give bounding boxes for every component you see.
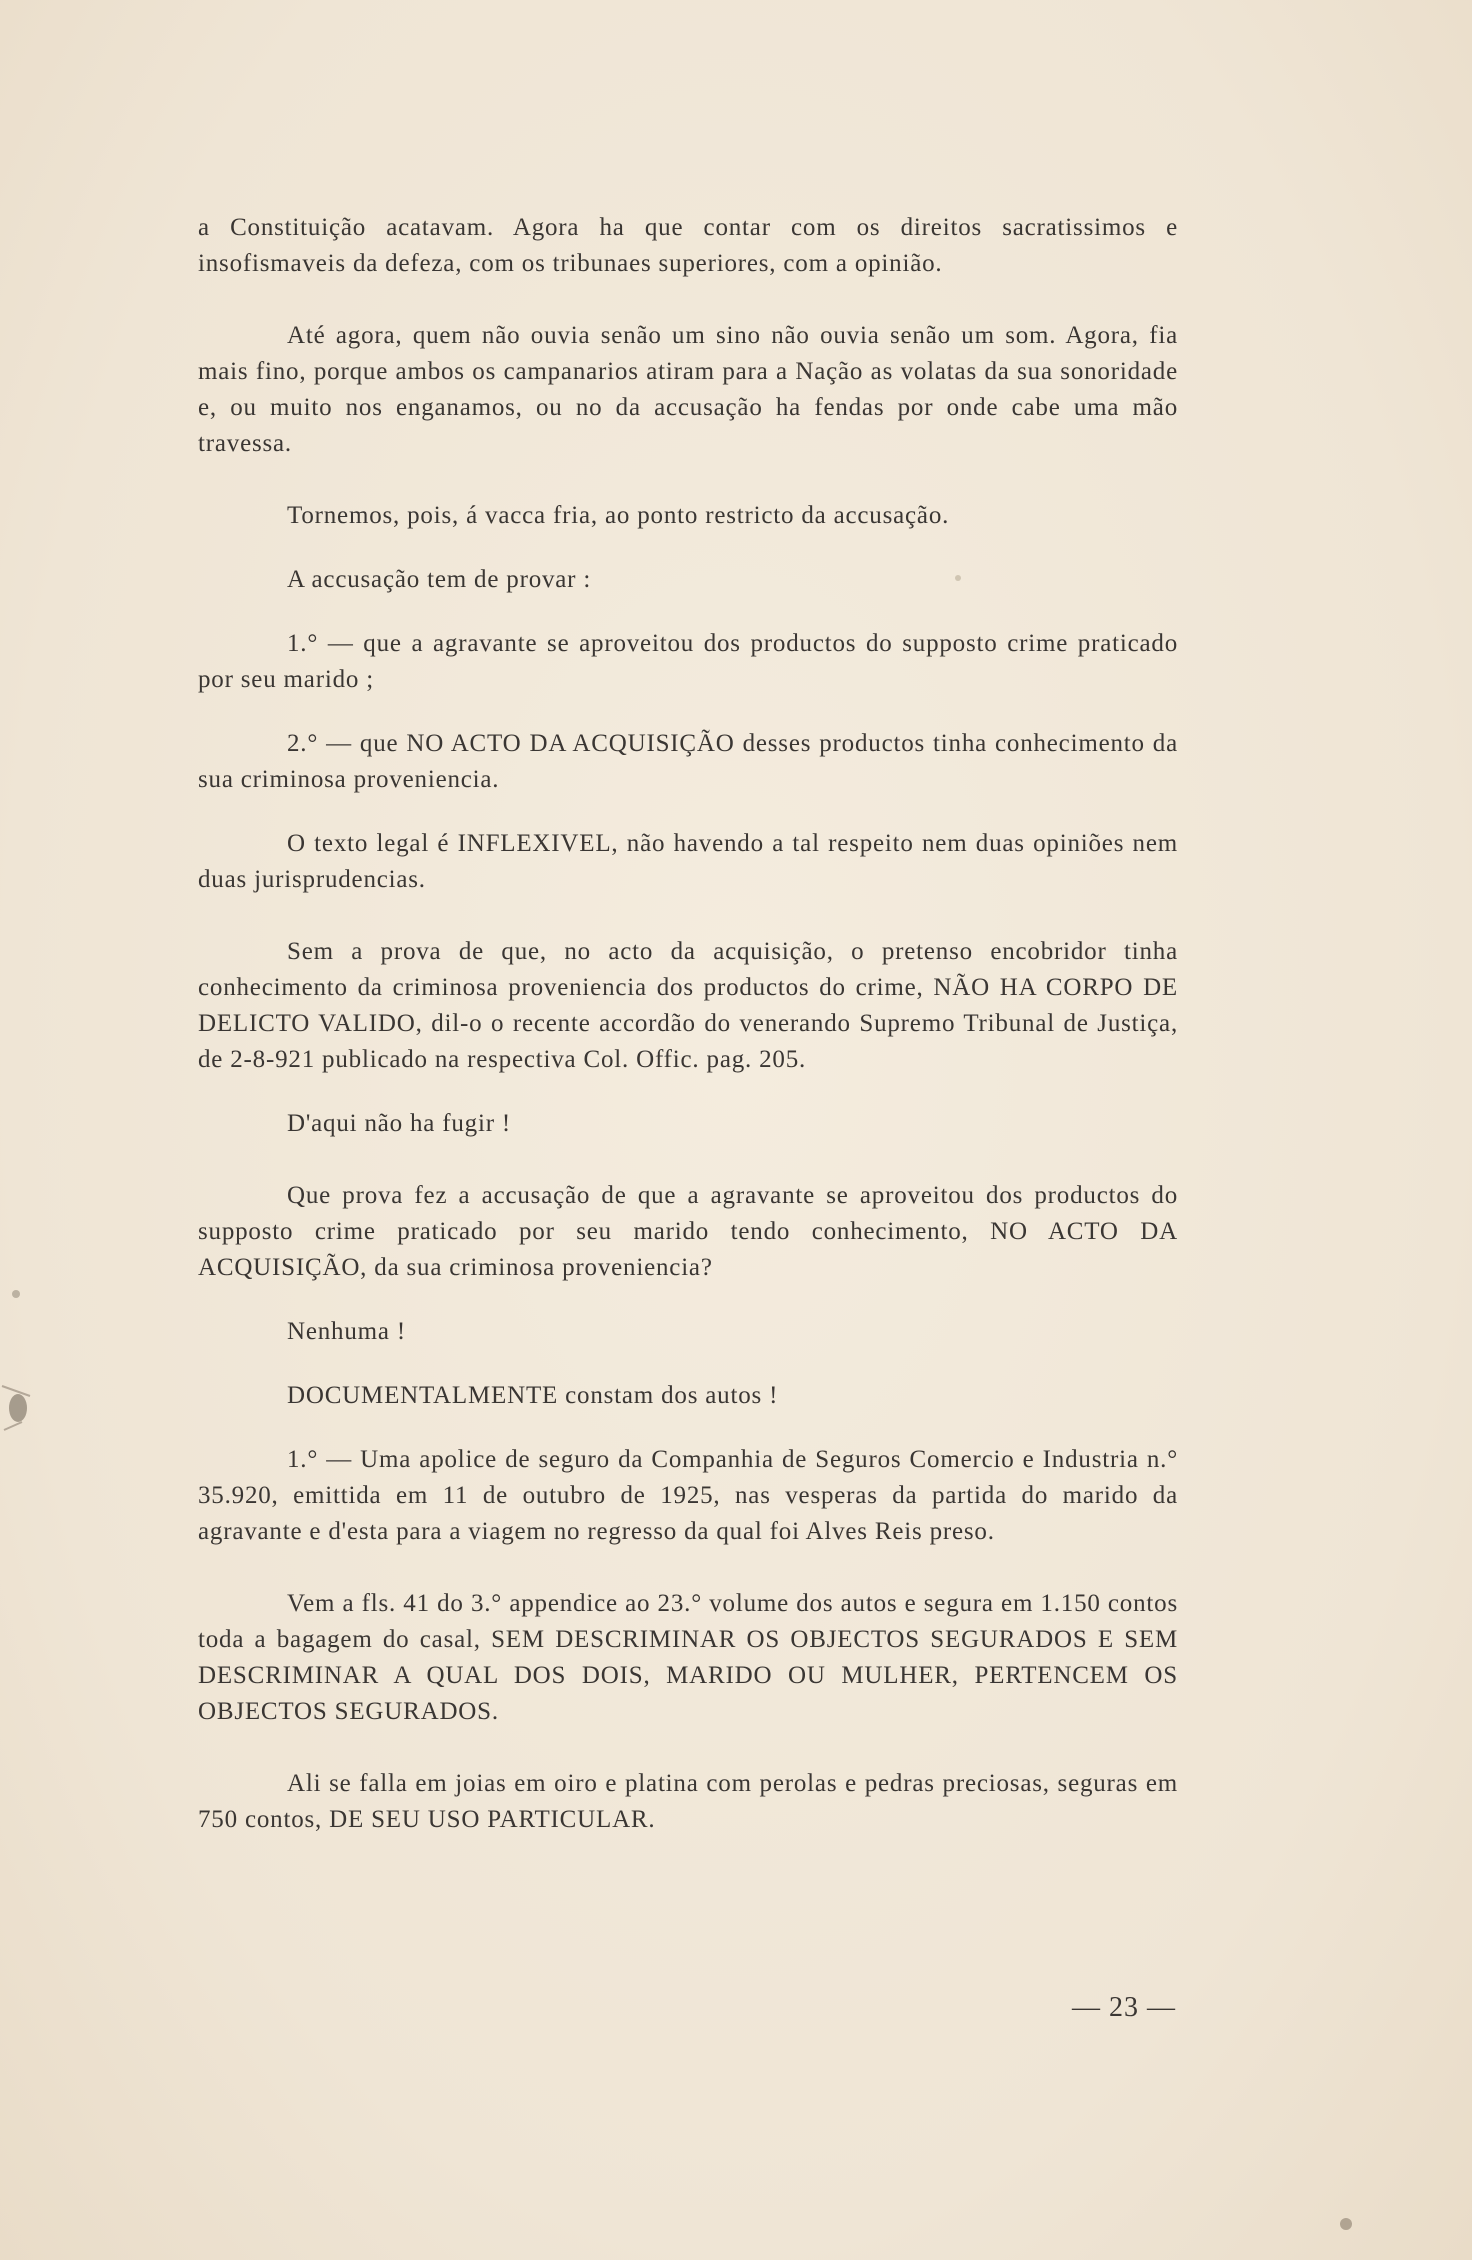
paragraph-12: DOCUMENTALMENTE constam dos autos ! bbox=[287, 1382, 779, 1409]
page-number: — 23 — bbox=[1072, 1992, 1176, 2023]
paragraph-10: Que prova fez a accusação de que a agravante se aproveitou dos productos do supposto crime praticado por seu marido tendo conhecimento, NO ACTO DA ACQUISIÇÃO, da sua criminosa proveniencia? bbox=[198, 1182, 1178, 1281]
body-text bbox=[198, 210, 1178, 1874]
paragraph-11: Nenhuma ! bbox=[287, 1318, 406, 1345]
paragraph-4: A accusação tem de provar : bbox=[287, 566, 592, 593]
paragraph-5: 1.° — que a agravante se aproveitou dos productos do supposto crime praticado por seu marido ; bbox=[198, 630, 1178, 693]
paper-spot bbox=[955, 575, 961, 581]
paragraph-14: Vem a fls. 41 do 3.° appendice ao 23.° volume dos autos e segura em 1.150 contos toda a bagagem do casal, SEM DESCRIMINAR OS OBJECTOS SEGURADOS E SEM DESCRIMINAR A QUAL DOS DOIS, MARIDO OU MULHER, PERTENCEM OS OBJECTOS SEGURADOS. bbox=[198, 1590, 1178, 1725]
paragraph-6: 2.° — que NO ACTO DA ACQUISIÇÃO desses productos tinha conhecimento da sua criminosa proveniencia. bbox=[198, 730, 1178, 793]
paragraph-8: Sem a prova de que, no acto da acquisição, o pretenso encobridor tinha conhecimento da criminosa proveniencia dos productos do crime, NÃO HA CORPO DE DELICTO VALIDO, dil-o o recente accordão do venerando Supremo Tribunal de Justiça, de 2-8-921 publicado na respectiva Col. Offic. pag. 205. bbox=[198, 938, 1178, 1073]
paragraph-2: Até agora, quem não ouvia senão um sino não ouvia senão um som. Agora, fia mais fino, porque ambos os campanarios atiram para a Nação as volatas da sua sonoridade e, ou muito nos enganamos, ou no da accusação ha fendas por onde cabe uma mão travessa. bbox=[198, 322, 1178, 457]
ink-blot-decoration bbox=[0, 1370, 44, 1450]
paper-spot bbox=[12, 1290, 20, 1298]
paragraph-7: O texto legal é INFLEXIVEL, não havendo a tal respeito nem duas opiniões nem duas jurisprudencias. bbox=[198, 830, 1178, 893]
paragraph-13: 1.° — Uma apolice de seguro da Companhia de Seguros Comercio e Industria n.° 35.920, emittida em 11 de outubro de 1925, nas vesperas da partida do marido da agravante e d'esta para a viagem no regresso da qual foi Alves Reis preso. bbox=[198, 1446, 1178, 1545]
paragraph-15: Ali se falla em joias em oiro e platina com perolas e pedras preciosas, seguras em 750 contos, DE SEU USO PARTICULAR. bbox=[198, 1770, 1178, 1833]
paragraph-9: D'aqui não ha fugir ! bbox=[287, 1110, 512, 1137]
paragraph-3: Tornemos, pois, á vacca fria, ao ponto restricto da accusação. bbox=[287, 502, 950, 529]
paper-spot bbox=[1340, 2218, 1352, 2230]
paragraph-1: a Constituição acatavam. Agora ha que contar com os direitos sacratissimos e insofismaveis da defeza, com os tribunaes superiores, com a opinião. bbox=[198, 214, 1178, 277]
